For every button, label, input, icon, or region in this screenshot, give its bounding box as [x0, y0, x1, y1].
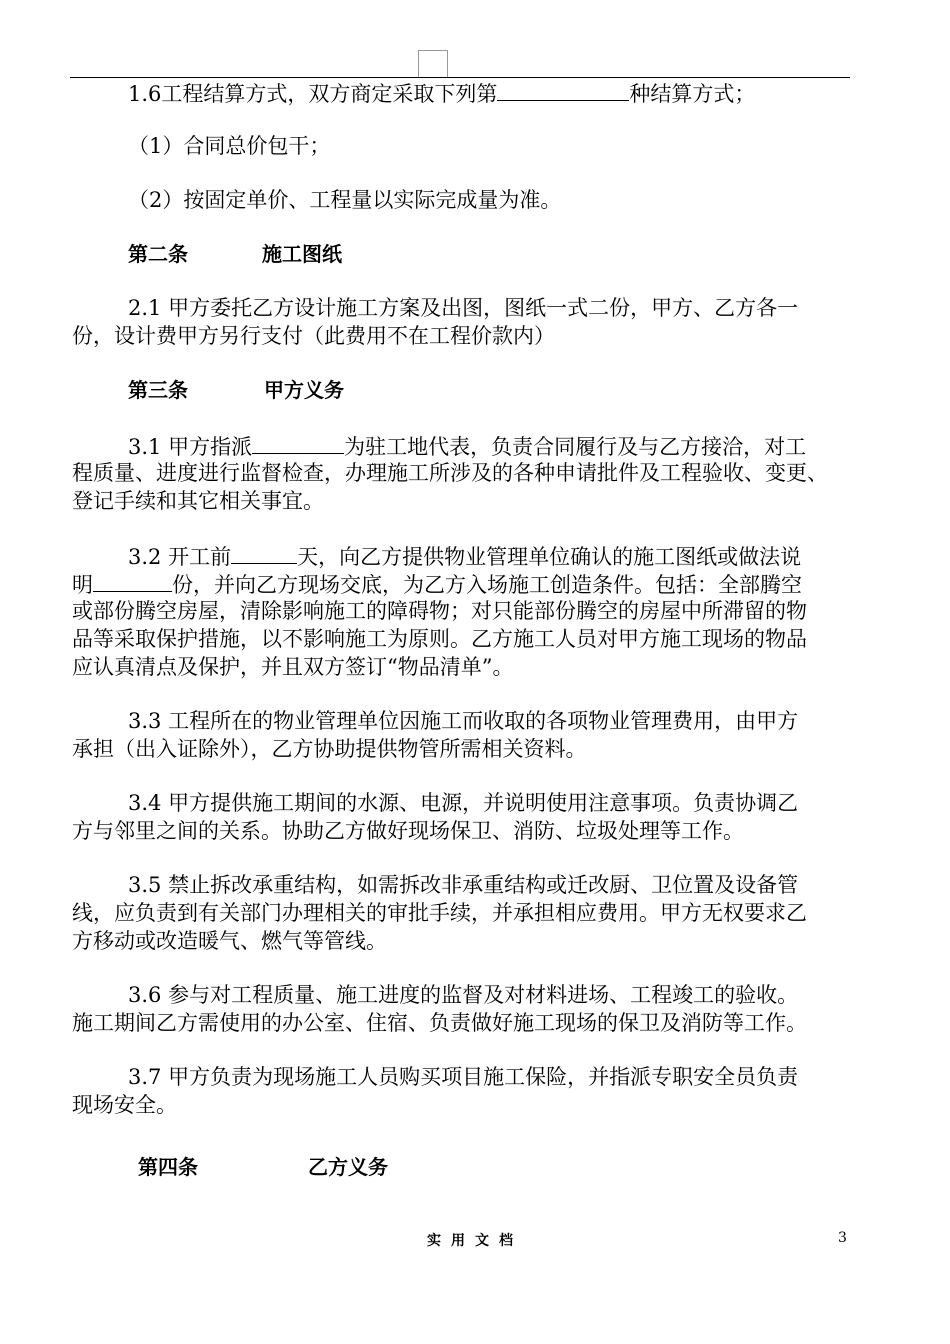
header-mark: [418, 50, 448, 78]
paragraph-2-1-line-1: 2.1 甲方委托乙方设计施工方案及出图，图纸一式二份，甲方、乙方各一: [128, 296, 799, 320]
fill-blank: [231, 541, 297, 564]
paragraph-2-1-line-2: 份，设计费甲方另行支付（此费用不在工程价款内）: [72, 324, 555, 348]
paragraph-3-1-line-1: [128, 431, 806, 461]
page-number: 3: [838, 1230, 847, 1246]
paragraph-3-2-line-1: [128, 541, 801, 571]
paragraph-text: 1.6工程结算方式，双方商定采取下列第: [128, 82, 498, 106]
paragraph-3-2-line-5: 应认真清点及保护，并且双方签订“物品清单”。: [72, 655, 514, 679]
paragraph-3-2-line-3: 或部份腾空房屋，清除影响施工的障碍物；对只能部份腾空的房屋中所滞留的物: [72, 599, 807, 623]
article-2-number: 第二条: [128, 242, 188, 266]
paragraph-3-5-line-1: 3.5 禁止拆改承重结构，如需拆改非承重结构或迁改厨、卫位置及设备管: [128, 873, 799, 897]
fill-blank: [497, 78, 629, 101]
article-3-title: 甲方义务: [264, 378, 344, 402]
paragraph-text: 3.2 开工前: [128, 545, 232, 569]
paragraph-text: 种结算方式；: [629, 82, 756, 106]
paragraph-3-1-line-3: 登记手续和其它相关事宜。: [72, 489, 324, 513]
paragraph-3-3-line-1: 3.3 工程所在的物业管理单位因施工而收取的各项物业管理费用，由甲方: [128, 709, 799, 733]
paragraph-text: 天，向乙方提供物业管理单位确认的施工图纸或做法说: [297, 545, 802, 569]
paragraph-3-7-line-2: 现场安全。: [72, 1093, 177, 1117]
paragraph-text: 为驻工地代表，负责合同履行及与乙方接洽，对工: [344, 435, 807, 459]
fill-blank: [93, 569, 172, 592]
paragraph-3-4-line-2: 方与邻里之间的关系。协助乙方做好现场保卫、消防、垃圾处理等工作。: [72, 819, 744, 843]
paragraph-3-4-line-1: 3.4 甲方提供施工期间的水源、电源，并说明使用注意事项。负责协调乙: [128, 791, 799, 815]
paragraph-text: 3.1 甲方指派: [128, 435, 253, 459]
paragraph-3-5-line-2: 线，应负责到有关部门办理相关的审批手续，并承担相应费用。甲方无权要求乙: [72, 901, 807, 925]
paragraph-text: 明: [72, 573, 93, 597]
footer-label: 实用文档: [427, 1233, 523, 1249]
paragraph-3-7-line-1: 3.7 甲方负责为现场施工人员购买项目施工保险，并指派专职安全员负责: [128, 1065, 799, 1089]
paragraph-3-1-line-2: 程质量、进度进行监督检查，办理施工所涉及的各种申请批件及工程验收、变更、: [72, 461, 828, 485]
article-4-number: 第四条: [138, 1155, 198, 1179]
paragraph-3-6-line-1: 3.6 参与对工程质量、施工进度的监督及对材料进场、工程竣工的验收。: [128, 983, 799, 1007]
article-2-title: 施工图纸: [262, 242, 342, 266]
paragraph-3-6-line-2: 施工期间乙方需使用的办公室、住宿、负责做好施工现场的保卫及消防等工作。: [72, 1011, 807, 1035]
fill-blank: [252, 431, 344, 454]
option-2: （2）按固定单价、工程量以实际完成量为准。: [128, 188, 562, 212]
paragraph-3-2-line-2: [72, 569, 802, 599]
article-4-title: 乙方义务: [308, 1155, 388, 1179]
option-1: （1）合同总价包干；: [128, 134, 331, 158]
paragraph-3-2-line-4: 品等采取保护措施，以不影响施工为原则。乙方施工人员对甲方施工现场的物品: [72, 627, 807, 651]
paragraph-3-5-line-3: 方移动或改造暖气、燃气等管线。: [72, 929, 387, 953]
paragraph-1-6: [128, 78, 755, 108]
paragraph-3-3-line-2: 承担（出入证除外），乙方协助提供物管所需相关资料。: [72, 737, 587, 761]
article-3-number: 第三条: [128, 378, 188, 402]
paragraph-text: 份，并向乙方现场交底，为乙方入场施工创造条件。包括：全部腾空: [172, 573, 802, 597]
